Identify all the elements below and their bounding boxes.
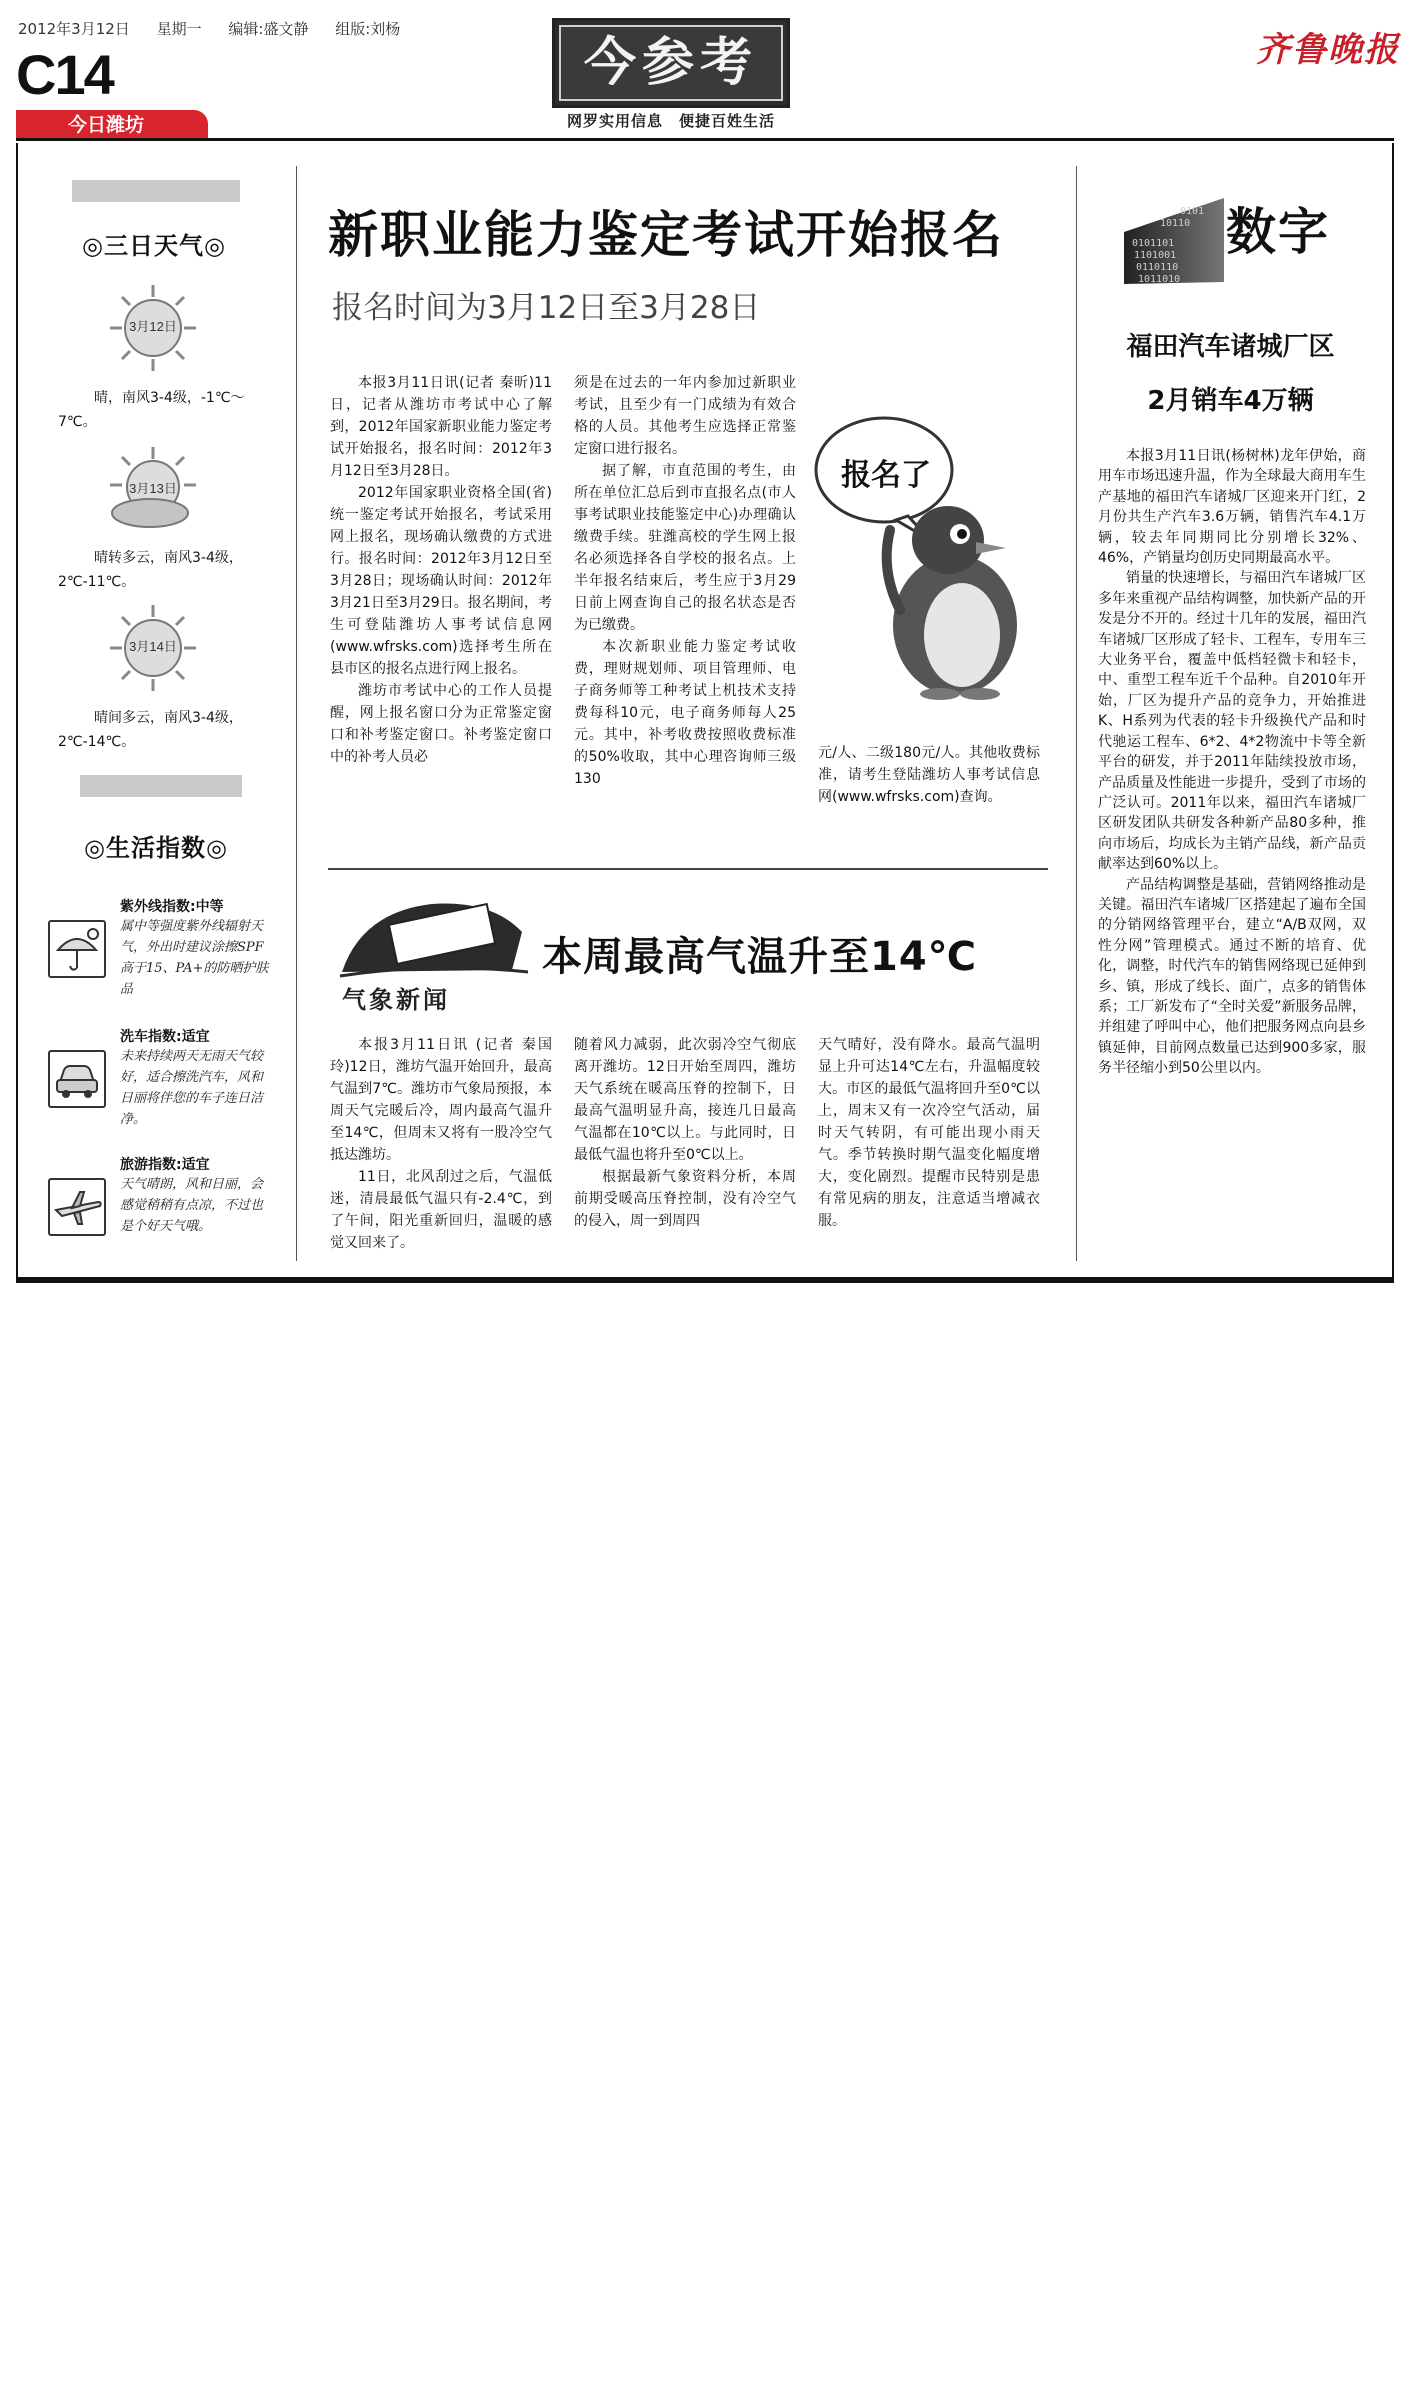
paragraph: 随着风力减弱，此次弱冷空气彻底离开潍坊。12日开始至周四，潍坊天气系统在暖高压脊的控制下，日最高气温明显升高，接连几日最高气温都在10℃以上。与此同时，日最低气温也将升至0℃以上。 [574, 1037, 796, 1163]
paragraph: 本次新职业能力鉴定考试收费，理财规划师、项目管理师、电子商务师等工种考试上机技术支持费每科10元，电子商务师每人25元。其中，补考收费按照收费标准的50%收取，其中心理咨询师三级130 [574, 639, 796, 787]
weather-day-date: 3月13日 [129, 481, 177, 496]
section-tab: 今日潍坊 [16, 110, 208, 140]
sun-icon [108, 603, 198, 693]
car-icon [48, 1050, 106, 1108]
index-title: 紫外线指数:中等 [120, 899, 224, 915]
article-subhead: 报名时间为3月12日至3月28日 [332, 290, 761, 326]
svg-text:10110: 10110 [1160, 218, 1191, 229]
column-title: 今参考 [559, 25, 783, 101]
article-column [1098, 446, 1366, 1079]
section-rule [16, 138, 1394, 141]
editor-credit: 编辑:盛文静 [228, 20, 309, 38]
column-divider-right [1076, 166, 1077, 1261]
article-headline: 2月销车4万辆 [1147, 386, 1314, 416]
paragraph: 2012年国家职业资格全国(省)统一鉴定考试开始报名，考试采用网上报名，现场确认缴费的方式进行。报名时间：2012年3月12日至3月28日；现场确认时间：2012年3月21日至3月29日。报名期间，考生可登陆潍坊人事考试信息网(www.wfrsks.com)选择考生所在县市区的报名点进行网上报名。 [330, 485, 552, 677]
index-title: 洗车指数:适宜 [120, 1029, 210, 1045]
umbrella-sun-icon [48, 920, 106, 978]
paragraph: 根据最新气象资料分析，本周前期受暖高压脊控制，没有冷空气的侵入，周一到周四 [574, 1169, 796, 1229]
sun-cloud-icon [108, 445, 198, 535]
article-column [330, 1034, 552, 1254]
article-column [574, 372, 796, 790]
paragraph: 产品结构调整是基础，营销网络推动是关键。福田汽车诸城厂区搭建起了遍布全国的分销网络管理平台，建立“A/B双网，双性分网”管理模式。通过不断的培育、优化，调整，时代汽车的销售网络现已延伸到乡、镇，形成了线长、面广，点多的销售体系；工厂新发布了“全时关爱”新服务品牌，并组建了呼叫中心，他们把服务网点向县乡镇延伸，目前网点数量已达到900多家，服务半径缩小到50公里以内。 [1098, 876, 1366, 1077]
svg-text:1101001: 1101001 [1134, 250, 1177, 261]
layout-credit: 组版:刘杨 [335, 20, 401, 38]
paper-logo: 齐鲁晚报 [1256, 30, 1400, 70]
life-index-heading: ◎生活指数◎ [84, 834, 228, 862]
weather-heading: ◎三日天气◎ [82, 232, 226, 260]
article-column [330, 372, 552, 768]
article-headline: 新职业能力鉴定考试开始报名 [328, 206, 1004, 264]
weather-day-text: 晴，南风3-4级，-1℃～7℃。 [58, 390, 245, 430]
article-divider [328, 868, 1048, 870]
numbers-column-tag: 数字 [1226, 203, 1330, 261]
svg-text:1011010: 1011010 [1138, 274, 1181, 285]
bubble-text: 报名了 [841, 458, 931, 493]
paragraph: 天气晴好，没有降水。最高气温明显上升可达14℃左右，升温幅度较大。市区的最低气温将回升至0℃以上，周末又有一次冷空气活动，届时天气转阴，有可能出现小雨天气。季节转换时期气温变化幅度增大，变化剧烈。提醒市民特别是患有常见病的朋友，注意适当增减衣服。 [818, 1037, 1040, 1229]
page-meta-line [18, 18, 422, 39]
issue-weekday: 星期一 [156, 20, 202, 38]
gray-label-bar [72, 180, 240, 202]
article-column [574, 1034, 796, 1232]
svg-text:0110110: 0110110 [1136, 262, 1179, 273]
column-title-box [552, 18, 790, 108]
column-divider-left [296, 166, 297, 1261]
article-column [818, 742, 1040, 808]
airplane-icon [48, 1178, 106, 1236]
paragraph: 本报3月11日讯 (记者 秦国玲)12日，潍坊气温开始回升，最高气温到7℃。潍坊市气象局预报，本周天气完暖后冷，周内最高气温升至14℃，但周末又将有一股冷空气抵达潍坊。 [330, 1037, 552, 1163]
page-number: C14 [16, 43, 113, 106]
sun-icon [108, 283, 198, 373]
index-title: 旅游指数:适宜 [120, 1157, 210, 1173]
issue-date: 2012年3月12日 [18, 20, 130, 38]
index-text: 属中等强度紫外线辐射天气，外出时建议涂擦SPF高于15、PA+的防晒护肤品 [120, 919, 269, 997]
weather-news-label: 气象新闻 [342, 985, 450, 1014]
article-column [818, 1034, 1040, 1232]
svg-text:0101101: 0101101 [1132, 238, 1175, 249]
paragraph: 销量的快速增长，与福田汽车诸城厂区多年来重视产品结构调整，加快新产品的开发是分不开的。经过十几年的发展，福田汽车诸城厂区形成了轻卡、工程车，专用车三大业务平台，覆盖中低档轻微卡和轻卡，中、重型工程车近千个品种。自2010年开始，厂区为提升产品的竞争力，开始推进K、H系列为代表的轻卡升级换代产品和时代驰运工程车、6*2、4*2物流中卡等全新平台的研发，并于2011年陆续投放市场，产品质量及性能进一步提升，受到了市场的广泛认可。2011年以来，福田汽车诸城厂区研发团队共研发各种新产品80多种，推向市场后，均成长为主销产品线，新产品贡献率达到60%以上。 [1098, 570, 1366, 873]
paragraph: 须是在过去的一年内参加过新职业考试，且至少有一门成绩为有效合格的人员。其他考生应选择正常鉴定窗口进行报名。 [574, 375, 796, 457]
weather-day-date: 3月14日 [129, 639, 177, 654]
paragraph: 11日，北风刮过之后，气温低迷，清晨最低气温只有-2.4℃，到了午间，阳光重新回归，温暖的感觉又回来了。 [330, 1169, 552, 1251]
paragraph: 潍坊市考试中心的工作人员提醒，网上报名窗口分为正常鉴定窗口和补考鉴定窗口。补考鉴定窗口中的补考人员必 [330, 683, 552, 765]
article-headline: 福田汽车诸城厂区 [1126, 332, 1335, 362]
index-text: 未来持续两天无雨天气较好，适合擦洗汽车，风和日丽将伴您的车子连日洁净。 [120, 1049, 264, 1127]
weather-day-text: 晴间多云，南风3-4级，2℃-14℃。 [58, 710, 243, 750]
paragraph: 元/人、二级180元/人。其他收费标准，请考生登陆潍坊人事考试信息网(www.wfrsks.com)查询。 [818, 745, 1040, 805]
paragraph: 据了解，市直范围的考生，由所在单位汇总后到市直报名点(市人事考试职业技能鉴定中心)办理确认缴费手续。驻潍高校的学生网上报名必须选择各自学校的报名点。上半年报名结束后，考生应于3月29日前上网查询自己的报名状态是否为已缴费。 [574, 463, 796, 633]
penguin-illustration [880, 500, 1030, 700]
gray-label-bar [80, 775, 242, 797]
column-slogan: 网罗实用信息 便捷百姓生活 [566, 112, 775, 130]
paragraph: 本报3月11日讯(杨树林)龙年伊始，商用车市场迅速升温，作为全球最大商用车生产基地的福田汽车诸城厂区迎来开门红，2月份共生产汽车3.6万辆，销售汽车4.1万辆，较去年同期同比分别增长32%、46%，产销量均创历史同期最高水平。 [1098, 448, 1366, 567]
article-headline: 本周最高气温升至14℃ [542, 934, 978, 980]
index-text: 天气晴朗，风和日丽，会感觉稍稍有点凉，不过也是个好天气哦。 [120, 1177, 264, 1234]
paragraph: 本报3月11日讯(记者 秦昕)11日，记者从潍坊市考试中心了解到，2012年国家新职业能力鉴定考试开始报名，报名时间：2012年3月12日至3月28日。 [330, 375, 552, 479]
svg-text:0101: 0101 [1180, 206, 1205, 217]
weather-day-text: 晴转多云，南风3-4级，2℃-11℃。 [58, 550, 243, 590]
weather-day-date: 3月12日 [129, 319, 177, 334]
